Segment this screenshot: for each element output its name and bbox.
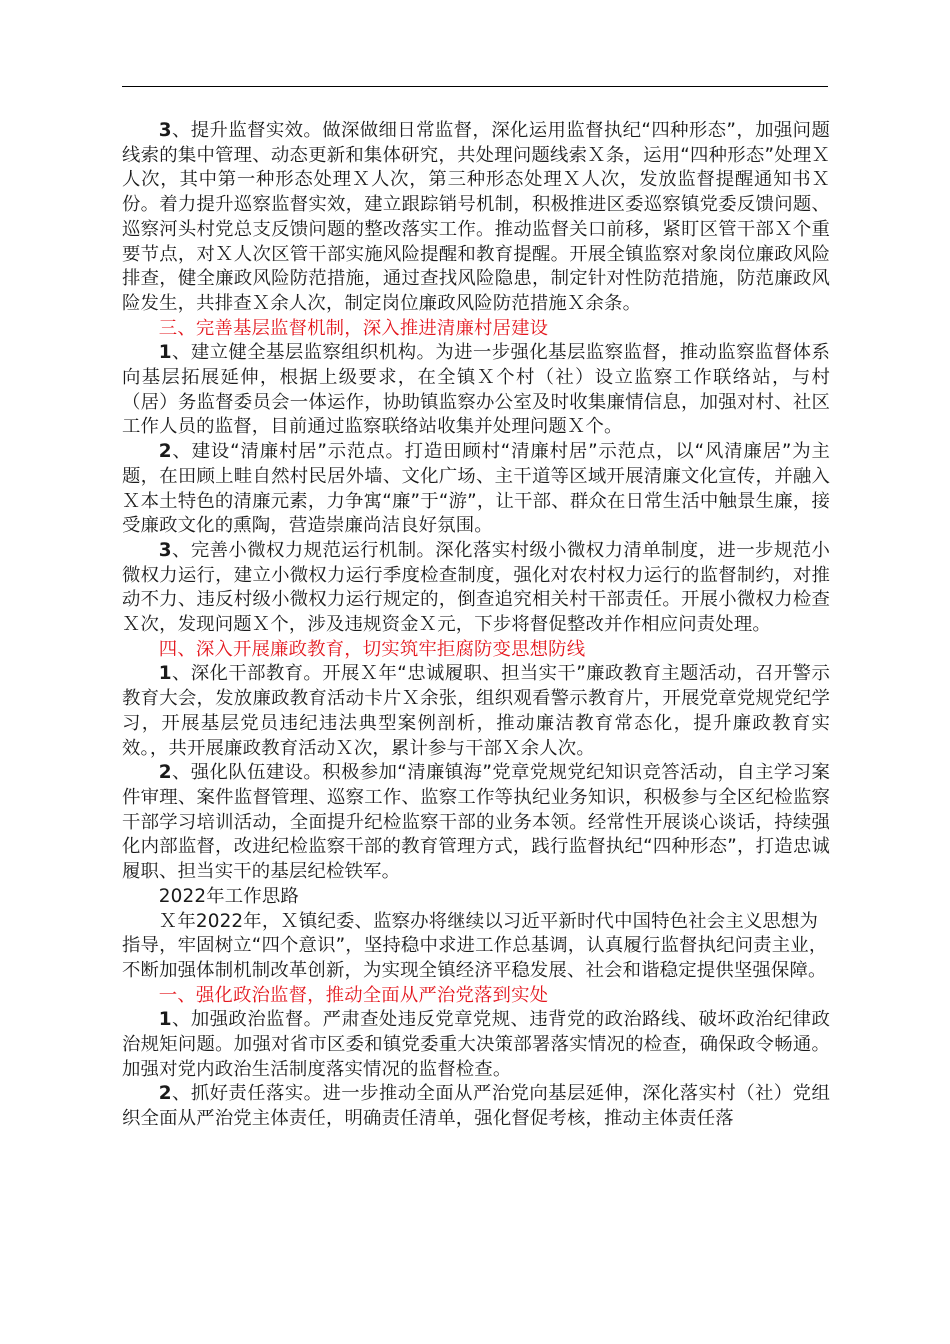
paragraph-text: 、深化干部教育。开展Ｘ年“忠诚履职、担当实干”廉政教育主题活动，召开警示教育大会，发放廉政教育活动卡片Ｘ余张，组织观看警示教育片，开展党章党规党纪学习，开展基层党员违纪违法典型案例剖析，推动廉洁教育常态化，提升廉政教育实效。，共开展廉政教育活动Ｘ次，累计参与干部Ｘ余人次。 <box>122 663 830 759</box>
paragraph-2-team-building <box>122 761 830 885</box>
paragraph-text: 、加强政治监督。严肃查处违反党章党规、违背党的政治路线、破坏政治纪律政治规矩问题。加强对省市区委和镇党委重大决策部署落实情况的检查，确保政令畅通。加强对党内政治生活制度落实情况的监督检查。 <box>122 1009 830 1080</box>
item-number: 3 <box>158 539 172 561</box>
paragraph-3-supervision-effect <box>122 119 830 317</box>
section-heading-1: 一、强化政治监督，推动全面从严治党落到实处 <box>158 984 549 1006</box>
paragraph-2-responsibility <box>122 1082 830 1131</box>
paragraph-text: 、提升监督实效。做深做细日常监督，深化运用监督执纪“四种形态”，加强问题线索的集中管理、动态更新和集体研究，共处理问题线索Ｘ条，运用“四种形态”处理Ｘ人次，其中第一种形态处理Ｘ人次，第三种形态处理Ｘ人次，发放监督提醒通知书Ｘ份。着力提升巡察监督实效，建立跟踪销号机制，积极推进区委巡察镇党委反馈问题、巡察河头村党总支反馈问题的整改落实工作。推动监督关口前移，紧盯区管干部Ｘ个重要节点，对Ｘ人次区管干部实施风险提醒和教育提醒。开展全镇监察对象岗位廉政风险排查，健全廉政风险防范措施，通过查找风险隐患，制定针对性防范措施，防范廉政风险发生，共排查Ｘ余人次，制定岗位廉政风险防范措施Ｘ余条。 <box>122 120 830 314</box>
header-rule <box>122 86 828 87</box>
paragraph-text: 、完善小微权力规范运行机制。深化落实村级小微权力清单制度，进一步规范小微权力运行，建立小微权力运行季度检查制度，强化对农村权力运行的监督制约，对推动不力、违反村级小微权力运行规定的，倒查追究相关村干部责任。开展小微权力检查Ｘ次，发现问题Ｘ个，涉及违规资金Ｘ元，下步将督促整改并作相应问责处理。 <box>122 539 830 636</box>
paragraph-3-micro-power <box>122 539 830 638</box>
plan-intro-paragraph: Ｘ年2022年，Ｘ镇纪委、监察办将继续以习近平新时代中国特色社会主义思想为指导，牢固树立“四个意识”，坚持稳中求进工作总基调，认真履行监督执纪问责主业，不断加强体制机制改革创新，为实现全镇经济平稳发展、社会和谐稳定提供坚强保障。 <box>122 910 828 981</box>
item-number: 2 <box>158 1083 172 1105</box>
item-number: 1 <box>158 342 172 364</box>
paragraph-2-clean-village-demo <box>122 440 830 539</box>
paragraph-1-cadre-education <box>122 662 830 761</box>
document-body <box>122 119 830 1132</box>
paragraph-text: 、强化队伍建设。积极参加“清廉镇海”党章党规党纪知识竞答活动，自主学习案件审理、案件监督管理、巡察工作、监察工作等执纪业务知识，积极参与全区纪检监察干部学习培训活动，全面提升纪检监察干部的业务本领。经常性开展谈心谈话，持续强化内部监督，改进纪检监察干部的教育管理方式，践行监督执纪“四种形态”，打造忠诚履职、担当实干的基层纪检铁军。 <box>122 762 830 883</box>
plan-title-2022: 2022年工作思路 <box>158 885 299 907</box>
item-number: 2 <box>158 762 172 784</box>
section-heading-4: 四、深入开展廉政教育，切实筑牢拒腐防变思想防线 <box>158 638 586 660</box>
item-number: 3 <box>158 120 172 141</box>
paragraph-1-political-supervision <box>122 1008 830 1082</box>
item-number: 2 <box>158 441 172 463</box>
item-number: 1 <box>158 663 172 685</box>
item-number: 1 <box>158 1009 172 1031</box>
paragraph-text: 、抓好责任落实。进一步推动全面从严治党向基层延伸，深化落实村（社）党组织全面从严治党主体责任，明确责任清单，强化督促考核，推动主体责任落 <box>122 1083 830 1130</box>
section-heading-3: 三、完善基层监督机制，深入推进清廉村居建设 <box>158 317 549 339</box>
paragraph-text: 、建立健全基层监察组织机构。为进一步强化基层监察监督，推动监察监督体系向基层拓展延伸，根据上级要求，在全镇Ｘ个村（社）设立监察工作联络站，与村（居）务监督委员会一体运作，协助镇监察办公室及时收集廉情信息，加强对村、社区工作人员的监督，目前通过监察联络站收集并处理问题Ｘ个。 <box>122 342 830 438</box>
paragraph-1-grassroots-organization <box>122 341 830 440</box>
paragraph-text: 、建设“清廉村居”示范点。打造田顾村“清廉村居”示范点，以“风清廉居”为主题，在田顾上畦自然村民居外墙、文化广场、主干道等区域开展清廉文化宣传，并融入Ｘ本土特色的清廉元素，力争寓“廉”于“游”，让干部、群众在日常生活中触景生廉，接受廉政文化的熏陶，营造崇廉尚洁良好氛围。 <box>122 441 830 537</box>
